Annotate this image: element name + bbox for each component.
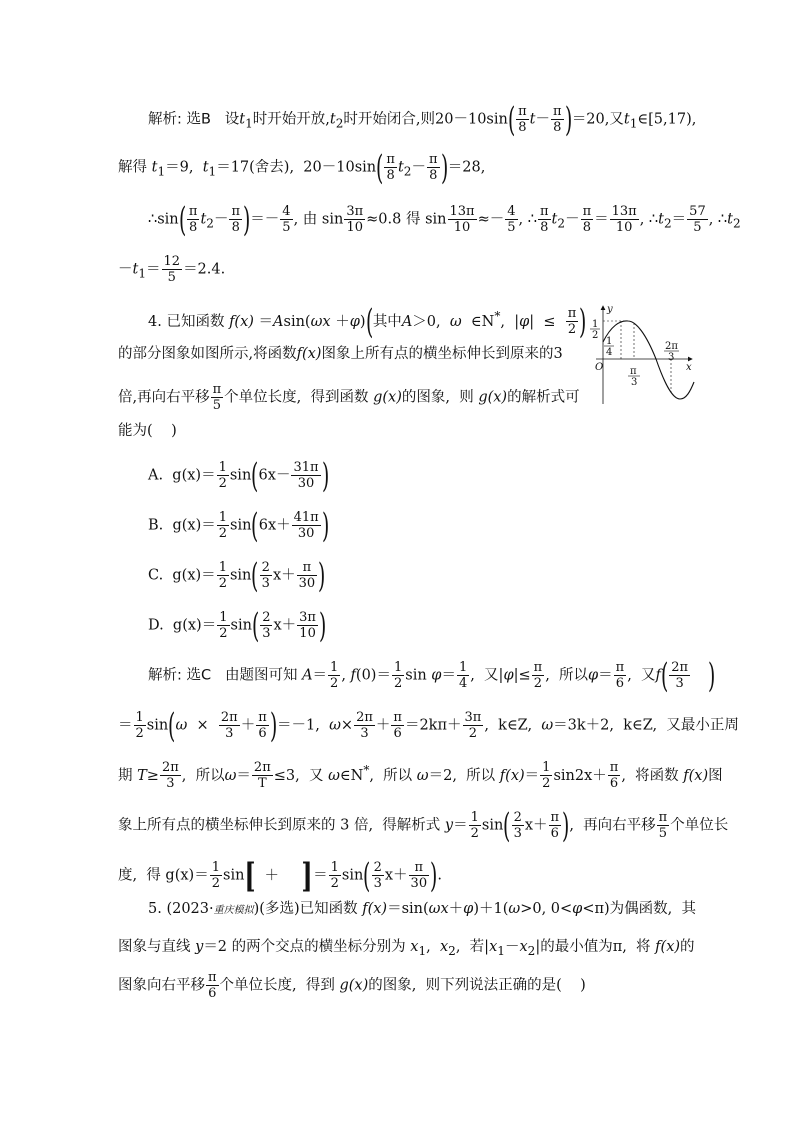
fraction: $\frac{2\pi}{3}$ <box>671 660 689 691</box>
fraction: $\frac{2\pi}{3}$ <box>220 710 238 741</box>
fraction: $\frac{1}{2}$ <box>542 760 551 792</box>
sol4-line-3: 期 T≥ $\frac{2\pi}{3}$ , 所以ω＝ $\frac{2\pi}{T}$ ≤3, 又 ω∈N*, 所以 ω＝2, 所以 f(x)＝ $\frac{1}{2}$ sin2x＋ $\frac{\pi}{6}$ , 将函数 f(x)图 <box>118 760 723 792</box>
q5-line-3: 图象向右平移 $\frac{\pi}{6}$ 个单位长度, 得到 g(x)的图象, 则下列说法正确的是( ) <box>118 970 586 1001</box>
fraction: $\frac{3\pi}{2}$ <box>464 710 482 741</box>
option-c[interactable]: C. g(x)＝ $\frac{1}{2}$ sin( $\frac{2}{3}$ x＋ $\frac{\pi}{30}$ ) <box>148 555 326 596</box>
q4-line-2: 的部分图象如图所示,将函数f(x)图象上所有点的横坐标伸长到原来的3 <box>118 346 563 362</box>
fraction: $\frac{4}{5}$ <box>507 204 516 235</box>
fraction: $\frac{\pi}{30}$ <box>298 560 316 591</box>
fraction: $\frac{1}{2}$ <box>219 610 228 641</box>
fraction: $\frac{\pi}{8}$ <box>231 204 241 235</box>
tick-label: π <box>630 366 637 377</box>
fraction: $\frac{2}{3}$ <box>261 560 270 591</box>
fraction: $\frac{1}{2}$ <box>218 510 228 541</box>
fraction: $\frac{\pi}{8}$ <box>428 152 438 183</box>
fraction: $\frac{1}{2}$ <box>470 810 479 841</box>
fraction: $\frac{4}{5}$ <box>282 204 291 235</box>
fraction: $\frac{\pi}{8}$ <box>386 152 395 183</box>
fraction: $\frac{\pi}{5}$ <box>212 382 222 413</box>
fraction: $\frac{\pi}{6}$ <box>615 660 625 691</box>
fraction: $\frac{57}{5}$ <box>689 204 706 235</box>
fraction: $\frac{1}{2}$ <box>393 660 403 691</box>
fraction: $\frac{\pi}{6}$ <box>208 970 217 1001</box>
fraction: $\frac{\pi}{8}$ <box>553 104 562 135</box>
sol4-line-1: 解析: 选C 由题图可知 A＝ $\frac{1}{2}$ , f(0)＝ $\frac{1}{2}$ sin φ＝ $\frac{1}{4}$ , 又|φ|≤ $\frac{\pi}{2}$ , 所以φ＝ $\frac{\pi}{6}$ , 又f( $\frac{2\pi}{3}$ ) <box>148 655 716 696</box>
sol3-line-4: $-t_1=$ $\frac{12}{5}$ ＝2.4. <box>118 254 226 285</box>
fraction: $\frac{\pi}{5}$ <box>658 810 668 841</box>
fraction: $\frac{\pi}{6}$ <box>550 810 560 841</box>
tick-label: 2 <box>592 330 599 341</box>
tick-label: 3 <box>631 377 638 388</box>
fraction: $\frac{2\pi}{3}$ <box>161 760 179 792</box>
option-d[interactable]: D. g(x)＝ $\frac{1}{2}$ sin( $\frac{2}{3}$ x＋ $\frac{3\pi}{10}$ ) <box>148 605 327 646</box>
fraction: $\frac{2}{3}$ <box>513 810 522 841</box>
tick-label: 1 <box>606 336 613 347</box>
fraction: $\frac{\pi}{8}$ <box>582 204 592 235</box>
option-b[interactable]: B. g(x)＝ $\frac{1}{2}$ sin(6x＋ $\frac{41\pi}{30}$ ) <box>148 505 330 546</box>
fraction: $\frac{2}{3}$ <box>262 610 271 641</box>
q5-line-1: 5. (2023·重庆模拟)(多选)已知函数 f(x)＝sin(ωx＋φ)＋1(ω>0, 0<φ<π)为偶函数, 其 <box>148 901 696 917</box>
sol3-line-1: 解析: 选B 设$t_1$时开始开放$,t_2$时开始闭合,则20－10sin( $\frac{\pi}{8}$ t－ $\frac{\pi}{8}$ )＝20,又$t_1\in[5,17)$, <box>148 99 697 140</box>
fraction: $\frac{1}{2}$ <box>218 460 227 491</box>
tick-label: 3 <box>668 352 675 363</box>
fraction: $\frac{\pi}{8}$ <box>188 204 198 235</box>
fraction: $\frac{41\pi}{30}$ <box>293 510 319 541</box>
tick-label: 4 <box>606 347 613 358</box>
fraction: $\frac{3\pi}{10}$ <box>299 610 316 641</box>
q4-line-1: 4. 已知函数 f(x) ＝Asin(ωx ＋φ)(其中A＞0, ω ∈N*, |φ| ≤ $\frac{\pi}{2}$ ) <box>148 301 587 342</box>
tick-label: 1 <box>592 319 599 330</box>
fraction: $\frac{2\pi}{3}$ <box>356 710 373 741</box>
sol4-line-2: ＝ $\frac{1}{2}$ sin(ω × $\frac{2\pi}{3}$ ＋ $\frac{\pi}{6}$ )＝－1, ω× $\frac{2\pi}{3}$ ＋ $\frac{\pi}{6}$ ＝2kπ＋ $\frac{3\pi}{2}$ , k∈Z, ω＝3k＋2, k∈Z, 又最小正周 <box>118 705 739 746</box>
option-a[interactable]: A. g(x)＝ $\frac{1}{2}$ sin(6x－ $\frac{31\pi}{30}$ ) <box>148 455 329 496</box>
fraction: $\frac{13\pi}{10}$ <box>611 204 637 235</box>
fraction: $\frac{13\pi}{10}$ <box>449 204 475 235</box>
fraction: $\frac{\pi}{6}$ <box>609 760 619 792</box>
fraction: $\frac{1}{2}$ <box>218 560 227 591</box>
x-axis-label: x <box>686 362 692 373</box>
q4-line-3: 倍,再向右平移 $\frac{\pi}{5}$ 个单位长度, 得到函数 g(x)的图象, 则 g(x)的解析式可 <box>118 382 580 413</box>
fraction: $\frac{2}{3}$ <box>373 860 382 891</box>
fraction: $\frac{1}{2}$ <box>330 860 339 891</box>
fraction: $\frac{\pi}{8}$ <box>540 204 549 235</box>
fraction: $\frac{2\pi}{T}$ <box>253 760 271 792</box>
fraction: $\frac{31\pi}{30}$ <box>293 460 319 491</box>
fraction: $\frac{3\pi}{10}$ <box>346 204 364 235</box>
q4-line-4: 能为( ) <box>118 423 177 439</box>
fraction: $\frac{\pi}{2}$ <box>567 306 577 338</box>
fraction: $\frac{\pi}{6}$ <box>258 710 267 741</box>
fraction: $\frac{\pi}{30}$ <box>410 860 428 891</box>
sol4-line-4: 象上所有点的横坐标伸长到原来的 3 倍, 得解析式 y＝ $\frac{1}{2}$ sin( $\frac{2}{3}$ x＋ $\frac{\pi}{6}$ ), 再向右平移 $\frac{\pi}{5}$ 个单位长 <box>118 805 729 846</box>
fraction: $\frac{1}{2}$ <box>135 710 144 741</box>
fraction: $\frac{1}{2}$ <box>211 860 220 891</box>
origin-label: O <box>595 362 604 373</box>
fraction: $\frac{12}{5}$ <box>163 254 181 285</box>
tick-label: 2π <box>665 341 678 352</box>
fraction: $\frac{\pi}{6}$ <box>393 710 402 741</box>
fraction: $\frac{1}{4}$ <box>458 660 468 691</box>
sol3-line-2: 解得 $t_1=9$, $t_1=17$(舍去), 20－10sin( $\frac{\pi}{8}$ $t_2-$ $\frac{\pi}{8}$ )＝28, <box>118 147 486 188</box>
sine-graph-figure <box>586 304 696 408</box>
q5-line-2: 图象与直线 y＝2 的两个交点的横坐标分别为 $x_1$, $x_2$, 若$|x_1-x_2|$的最小值为π, 将 f(x)的 <box>118 939 695 958</box>
fraction: $\frac{\pi}{8}$ <box>518 104 527 135</box>
sol4-line-5: 度, 得 g(x)＝ $\frac{1}{2}$ sin[ ＋ ]＝ $\frac{1}{2}$ sin( $\frac{2}{3}$ x＋ $\frac{\pi}{30}$ ). <box>118 855 442 896</box>
fraction: $\frac{\pi}{2}$ <box>533 660 543 691</box>
fraction: $\frac{1}{2}$ <box>330 660 339 691</box>
y-axis-label: y <box>607 304 613 315</box>
sol3-line-3: ∴sin( $\frac{\pi}{8}$ $t_2-$ $\frac{\pi}{8}$ )＝－ $\frac{4}{5}$ , 由 sin $\frac{3\pi}{10}$ ≈0.8 得 sin $\frac{13\pi}{10}$ ≈－ $\frac{4}{5}$ , ∴ $\frac{\pi}{8}$ $t_2-$ $\frac{\pi}{8}$ ＝ $\frac{13\pi}{10}$ , $\therefore t_2=$ $\frac{57}{5}$ , $\therefore t_2$ <box>148 199 741 240</box>
sine-curve <box>603 321 694 399</box>
